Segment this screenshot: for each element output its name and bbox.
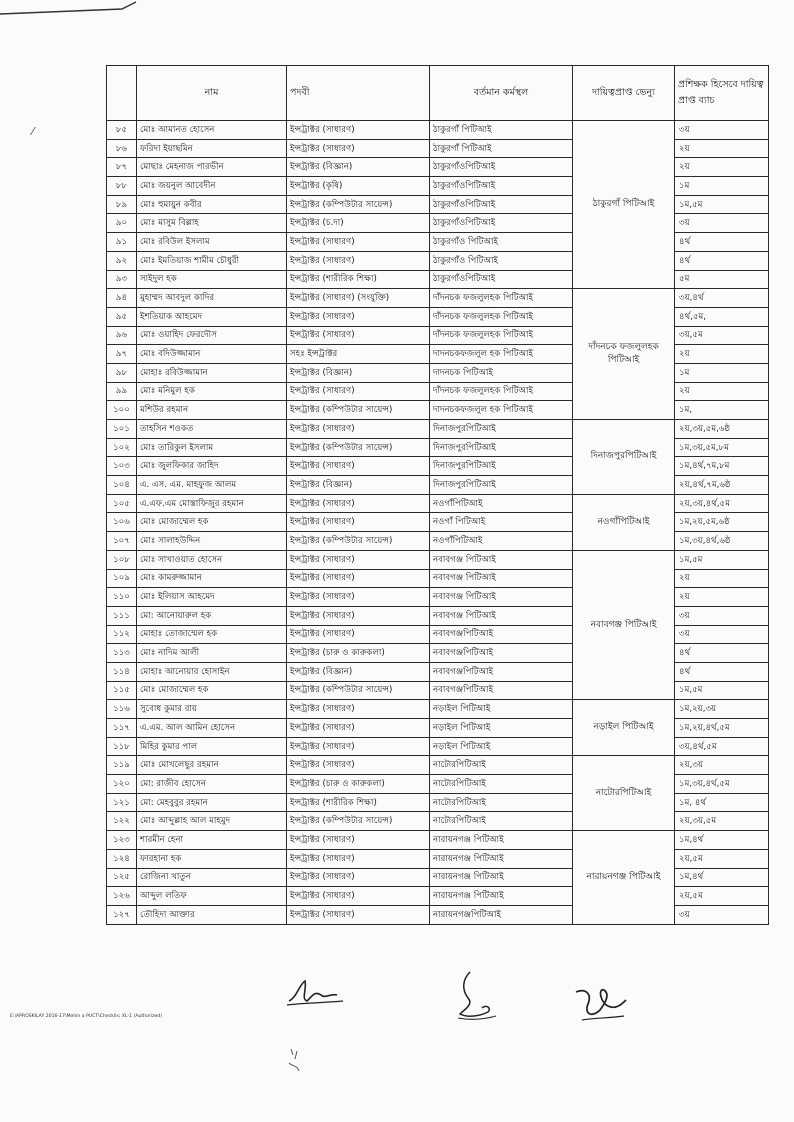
cell-serial: ১০৮ xyxy=(107,550,137,569)
cell-batch: ৩য়,৪র্থ,৫ম xyxy=(675,737,769,756)
cell-batch: ২য়,৩য়,৪র্থ,৫ম xyxy=(675,494,769,513)
cell-designation: ইন্সট্রাক্টর (শারীরিক শিক্ষা) xyxy=(287,793,430,812)
cell-name: মোঃ মোজাম্মেল হক xyxy=(137,513,287,532)
cell-name: মোহাঃ আনোয়ার হোসাইন xyxy=(137,662,287,681)
cell-batch: ১ম,৫ম xyxy=(675,550,769,569)
cell-name: মো: আনোয়ারুল হক xyxy=(137,606,287,625)
cell-designation: ইন্সট্রাক্টর (সাধারণ) xyxy=(287,700,430,719)
cell-name: শারমীন হেনা xyxy=(137,831,287,850)
cell-serial: ৯৫ xyxy=(107,307,137,326)
cell-designation: ইন্সট্রাক্টর (সাধারণ) xyxy=(287,606,430,625)
cell-workplace: নবাবগঞ্জ পিটিআই xyxy=(430,606,573,625)
table-row xyxy=(107,420,769,439)
table-header-row xyxy=(107,66,769,121)
cell-designation: ইন্সট্রাক্টর (সাধারণ) xyxy=(287,905,430,924)
cell-name: মোঃ হুমায়ুন কবীর xyxy=(137,195,287,214)
cell-workplace: নাটোরপিটিআই xyxy=(430,812,573,831)
cell-batch: ২য় xyxy=(675,382,769,401)
cell-serial: ৯২ xyxy=(107,251,137,270)
table-row xyxy=(107,121,769,140)
cell-batch: ২য় xyxy=(675,139,769,158)
cell-designation: ইন্সট্রাক্টর (বিজ্ঞান) xyxy=(287,476,430,495)
cell-name: মোঃ ইমতিয়াজ শামীম চৌধুরী xyxy=(137,251,287,270)
cell-name: মোঃ সাখাওয়াত হোসেন xyxy=(137,550,287,569)
cell-designation: ইন্সট্রাক্টর (সাধারণ) xyxy=(287,737,430,756)
cell-name: মোঃ মাসুম বিল্লাহ xyxy=(137,214,287,233)
cell-serial: ৮৬ xyxy=(107,139,137,158)
cell-name: আব্দুল লতিফ xyxy=(137,887,287,906)
cell-name: মোঃ মোজাম্মেল হক xyxy=(137,681,287,700)
cell-designation: ইন্সট্রাক্টর (সাধারণ) xyxy=(287,887,430,906)
cell-workplace: নবাবগঞ্জ পিটিআই xyxy=(430,550,573,569)
cell-workplace: নারায়নগঞ্জপিটিআই xyxy=(430,905,573,924)
cell-designation: ইন্সট্রাক্টর (সাধারণ) xyxy=(287,382,430,401)
cell-workplace: দাঁদনচক ফজলুলহক পিটিআই xyxy=(430,382,573,401)
cell-designation: ইন্সট্রাক্টর (কম্পিউটার সায়েন্স) xyxy=(287,195,430,214)
cell-designation: ইন্সট্রাক্টর (সাধারণ) (সংযুক্তি) xyxy=(287,289,430,308)
cell-batch: ১ম,৫ম xyxy=(675,195,769,214)
cell-designation: ইন্সট্রাক্টর (সাধারণ) xyxy=(287,588,430,607)
cell-workplace: নারায়নগঞ্জ পিটিআই xyxy=(430,831,573,850)
cell-serial: ১২৪ xyxy=(107,849,137,868)
cell-workplace: দিনাজপুরপিটিআই xyxy=(430,476,573,495)
cell-batch: ১ম,৪র্থ xyxy=(675,831,769,850)
cell-batch: ৪র্থ xyxy=(675,662,769,681)
cell-batch: ১ম,২য়,৩য় xyxy=(675,700,769,719)
signature-1 xyxy=(285,975,345,1011)
cell-name: মুহাম্মদ আবদুল কাদির xyxy=(137,289,287,308)
cell-batch: ১ম,৩য়,৫ম,৮ম xyxy=(675,438,769,457)
cell-batch: ২য়,৩য়,৫ম,৬ষ্ঠ xyxy=(675,420,769,439)
cell-name: মোহাঃ তোজাম্মেল হক xyxy=(137,625,287,644)
cell-serial: ৯৮ xyxy=(107,363,137,382)
table-row xyxy=(107,494,769,513)
cell-name: ফরিদা ইয়াছমিন xyxy=(137,139,287,158)
cell-batch: ৩য় xyxy=(675,606,769,625)
cell-batch: ৪র্থ xyxy=(675,644,769,663)
cell-name: মোঃ ইলিয়াস আহমেদ xyxy=(137,588,287,607)
cell-name: ফারহানা হক xyxy=(137,849,287,868)
cell-workplace: নারায়নগঞ্জ পিটিআই xyxy=(430,849,573,868)
cell-name: মোঃ ওয়াহিদ ফেরদৌস xyxy=(137,326,287,345)
cell-batch: ১ম,৫ম xyxy=(675,681,769,700)
cell-serial: ৯৭ xyxy=(107,345,137,364)
cell-designation: ইন্সট্রাক্টর (কম্পিউটার সায়েন্স) xyxy=(287,681,430,700)
cell-name: মোঃ জয়নুল আবেদীন xyxy=(137,177,287,196)
cell-designation: ইন্সট্রাক্টর (শারীরিক শিক্ষা) xyxy=(287,270,430,289)
signature-2 xyxy=(452,968,500,1024)
cell-name: মোঃ আব্দুল্লাহ আল মাহমুদ xyxy=(137,812,287,831)
cell-designation: ইন্সট্রাক্টর (কৃষি) xyxy=(287,177,430,196)
cell-workplace: নড়াইল পিটিআই xyxy=(430,700,573,719)
cell-workplace: নারায়নগঞ্জ পিটিআই xyxy=(430,868,573,887)
cell-designation: ইন্সট্রাক্টর (কম্পিউটার সায়েন্স) xyxy=(287,401,430,420)
cell-serial: ১২৩ xyxy=(107,831,137,850)
cell-workplace: নওগাঁপিটিআই xyxy=(430,494,573,513)
cell-serial: ১১৩ xyxy=(107,644,137,663)
cell-serial: ১১৪ xyxy=(107,662,137,681)
table-row xyxy=(107,550,769,569)
cell-batch: ২য়,৩য় xyxy=(675,756,769,775)
cell-designation: ইন্সট্রাক্টর (সাধারণ) xyxy=(287,849,430,868)
cell-workplace: ঠাকুরগাঁও পিটিআই xyxy=(430,233,573,252)
cell-serial: ১০৩ xyxy=(107,457,137,476)
cell-serial: ১২১ xyxy=(107,793,137,812)
cell-name: ইশতিয়াক আহমেদ xyxy=(137,307,287,326)
cell-designation: ইন্সট্রাক্টর (সাধারণ) xyxy=(287,756,430,775)
cell-serial: ৮৯ xyxy=(107,195,137,214)
cell-serial: ১০৫ xyxy=(107,494,137,513)
cell-serial: ১১৭ xyxy=(107,719,137,738)
cell-workplace: নাটোরপিটিআই xyxy=(430,793,573,812)
cell-serial: ৮৮ xyxy=(107,177,137,196)
cell-batch: ২য়,৪র্থ,৭ম,৬ষ্ঠ xyxy=(675,476,769,495)
cell-serial: ১০১ xyxy=(107,420,137,439)
cell-designation: ইন্সট্রাক্টর (সাধারণ) xyxy=(287,550,430,569)
header-name: নাম xyxy=(137,66,287,121)
table-row xyxy=(107,756,769,775)
cell-batch: ২য় xyxy=(675,588,769,607)
cell-batch: ৪র্থ xyxy=(675,251,769,270)
cell-batch: ৫ম xyxy=(675,270,769,289)
cell-name: মোঃ বদিউজ্জামান xyxy=(137,345,287,364)
cell-batch: ৩য় xyxy=(675,625,769,644)
cell-batch: ১ম,৩য়,৪র্থ,৫ম xyxy=(675,775,769,794)
cell-workplace: ঠাকুরগাঁ পিটিআই xyxy=(430,139,573,158)
margin-mark: ⁄ xyxy=(32,125,34,138)
cell-workplace: নড়াইল পিটিআই xyxy=(430,737,573,756)
cell-batch: ১ম,২য়,৫ম,৬ষ্ঠ xyxy=(675,513,769,532)
cell-name: মো: মেহবুবুর রহমান xyxy=(137,793,287,812)
cell-batch: ১ম, ৪র্থ xyxy=(675,793,769,812)
trainer-table xyxy=(106,65,769,925)
cell-workplace: দাদনচক পিটিআই xyxy=(430,363,573,382)
cell-workplace: ঠাকুরগাঁওপিটিআই xyxy=(430,177,573,196)
file-path-note: E:\APROSKILAY 2016-17\Mehin a PUCT\Checklis; XL-1 (Authorized) xyxy=(10,1014,163,1019)
header-designation: পদবী xyxy=(287,66,430,121)
cell-batch: ২য়,৩য়,৫ম xyxy=(675,812,769,831)
cell-name: মোঃ জুলফিকার জাহিদ xyxy=(137,457,287,476)
cell-name: সুবোধ কুমার রায় xyxy=(137,700,287,719)
cell-designation: ইন্সট্রাক্টর (সাধারণ) xyxy=(287,625,430,644)
cell-serial: ১০৬ xyxy=(107,513,137,532)
cell-workplace: দিনাজপুরপিটিআই xyxy=(430,457,573,476)
cell-designation: ইন্সট্রাক্টর (বিজ্ঞান) xyxy=(287,662,430,681)
cell-workplace: নারায়নগঞ্জ পিটিআই xyxy=(430,887,573,906)
cell-batch: ৩য় xyxy=(675,121,769,140)
cell-serial: ১২০ xyxy=(107,775,137,794)
cell-batch: ৩য়,৪র্থ xyxy=(675,289,769,308)
cell-designation: ইন্সট্রাক্টর (সাধারণ) xyxy=(287,868,430,887)
cell-venue: দাঁদনচক ফজলুলহক পিটিআই xyxy=(573,289,675,420)
cell-designation: ইন্সট্রাক্টর (সাধারণ) xyxy=(287,831,430,850)
cell-batch: ৪র্থ,৫ম, xyxy=(675,307,769,326)
cell-name: রোজিনা খাতুন xyxy=(137,868,287,887)
cell-workplace: দাঁদনচক ফজলুলহক পিটিআই xyxy=(430,289,573,308)
cell-name: মো: রাজীব হোসেন xyxy=(137,775,287,794)
cell-designation: ইন্সট্রাক্টর (সাধারণ) xyxy=(287,457,430,476)
cell-venue: নারায়নগঞ্জ পিটিআই xyxy=(573,831,675,924)
cell-serial: ১১১ xyxy=(107,606,137,625)
cell-workplace: নবাবগঞ্জ পিটিআই xyxy=(430,588,573,607)
corner-scan-mark xyxy=(0,0,150,30)
header-serial xyxy=(107,66,137,121)
cell-name: মোঃ সালাহউদ্দিন xyxy=(137,532,287,551)
cell-venue: দিনাজপুরপিটিআই xyxy=(573,420,675,495)
cell-workplace: নড়াইল পিটিআই xyxy=(430,719,573,738)
cell-designation: ইন্সট্রাক্টর (সাধারণ) xyxy=(287,513,430,532)
cell-designation: ইন্সট্রাক্টর (কম্পিউটার সায়েন্স) xyxy=(287,438,430,457)
cell-serial: ৯৪ xyxy=(107,289,137,308)
cell-workplace: নবাবগঞ্জ পিটিআই xyxy=(430,569,573,588)
cell-name: মোঃ রবিউল ইসলাম xyxy=(137,233,287,252)
cell-designation: ইন্সট্রাক্টর (বিজ্ঞান) xyxy=(287,363,430,382)
cell-serial: ৯৩ xyxy=(107,270,137,289)
cell-name: মোহাঃ রবিউজ্জামান xyxy=(137,363,287,382)
cell-serial: ১১৮ xyxy=(107,737,137,756)
cell-serial: ৯১ xyxy=(107,233,137,252)
cell-batch: ২য়,৫ম xyxy=(675,887,769,906)
cell-designation: ইন্সট্রাক্টর (বিজ্ঞান) xyxy=(287,158,430,177)
cell-name: তৌহিদা আক্তার xyxy=(137,905,287,924)
cell-batch: ১ম,৩য়,৪র্থ,৬ষ্ঠ xyxy=(675,532,769,551)
cell-name: মশিউর রহমান xyxy=(137,401,287,420)
cell-venue: নবাবগঞ্জ পিটিআই xyxy=(573,550,675,700)
table-body xyxy=(107,121,769,925)
cell-designation: ইন্সট্রাক্টর (সাধারণ) xyxy=(287,307,430,326)
cell-designation: ইন্সট্রাক্টর (সাধারণ) xyxy=(287,139,430,158)
cell-batch: ১ম xyxy=(675,177,769,196)
cell-serial: ১১৬ xyxy=(107,700,137,719)
cell-workplace: নাটোরপিটিআই xyxy=(430,756,573,775)
cell-designation: ইন্সট্রাক্টর (চারু ও কারুকলা) xyxy=(287,644,430,663)
cell-venue: নাটোরপিটিআই xyxy=(573,756,675,831)
cell-name: সাইদুল হক xyxy=(137,270,287,289)
table-row xyxy=(107,700,769,719)
cell-serial: ৯৬ xyxy=(107,326,137,345)
cell-serial: ১১০ xyxy=(107,588,137,607)
cell-workplace: দিনাজপুরপিটিআই xyxy=(430,438,573,457)
cell-workplace: নওগাঁ পিটিআই xyxy=(430,513,573,532)
cell-designation: ইন্সট্রাক্টর (সাধারণ) xyxy=(287,719,430,738)
cell-serial: ৯৯ xyxy=(107,382,137,401)
cell-venue: ঠাকুরগাঁ পিটিআই xyxy=(573,121,675,289)
cell-serial: ১২৬ xyxy=(107,887,137,906)
cell-batch: ৩য়,৫ম xyxy=(675,326,769,345)
cell-workplace: নওগাঁপিটিআই xyxy=(430,532,573,551)
header-workplace: বর্তমান কর্মস্থল xyxy=(430,66,573,121)
cell-name: তাহসিন শওকত xyxy=(137,420,287,439)
cell-name: এ.এফ.এম মোস্তাফিজুর রহমান xyxy=(137,494,287,513)
cell-workplace: ঠাকুরগাঁওপিটিআই xyxy=(430,214,573,233)
cell-serial: ৯০ xyxy=(107,214,137,233)
cell-serial: ১২২ xyxy=(107,812,137,831)
cell-batch: ১ম,২য়,৪র্থ,৫ম xyxy=(675,719,769,738)
cell-serial: ১০০ xyxy=(107,401,137,420)
cell-name: এ. এস. এম. মাহফুজ আলম xyxy=(137,476,287,495)
cell-designation: ইন্সট্রাক্টর (কম্পিউটার সায়েন্স) xyxy=(287,812,430,831)
cell-batch: ২য় xyxy=(675,569,769,588)
cell-designation: ইন্সট্রাক্টর (সাধারণ) xyxy=(287,233,430,252)
cell-venue: নওগাঁপিটিআই xyxy=(573,494,675,550)
cell-serial: ৮৫ xyxy=(107,121,137,140)
header-batch: প্রশিক্ষক হিসেবে দায়িত্ব প্রাপ্ত ব্যাচ xyxy=(675,66,769,121)
cell-workplace: দাদনচকফজলুল হক পিটিআই xyxy=(430,345,573,364)
cell-batch: ১ম, xyxy=(675,401,769,420)
cell-workplace: ঠাকুরগাঁ পিটিআই xyxy=(430,121,573,140)
table-row xyxy=(107,831,769,850)
cell-batch: ২য় xyxy=(675,158,769,177)
cell-designation: সহঃ ইন্সট্রাক্টর xyxy=(287,345,430,364)
cell-name: মোঃ কামরুজ্জামান xyxy=(137,569,287,588)
cell-workplace: নবাবগঞ্জপিটিআই xyxy=(430,625,573,644)
cell-workplace: নবাবগঞ্জপিটিআই xyxy=(430,644,573,663)
cell-workplace: নবাবগঞ্জপিটিআই xyxy=(430,662,573,681)
cell-designation: ইন্সট্রাক্টর (সাধারণ) xyxy=(287,420,430,439)
cell-name: মোঃ তারিকুল ইসলাম xyxy=(137,438,287,457)
cell-designation: ইন্সট্রাক্টর (সাধারণ) xyxy=(287,121,430,140)
cell-name: এ.এম. আল আমিন হোসেন xyxy=(137,719,287,738)
cell-workplace: ঠাকুরগাঁওপিটিআই xyxy=(430,195,573,214)
cell-designation: ইন্সট্রাক্টর (কম্পিউটার সায়েন্স) xyxy=(287,532,430,551)
cell-serial: ১০৯ xyxy=(107,569,137,588)
cell-name: মিহির কুমার পাল xyxy=(137,737,287,756)
cell-designation: ইন্সট্রাক্টর (চারু ও কারুকলা) xyxy=(287,775,430,794)
cell-workplace: দিনাজপুরপিটিআই xyxy=(430,420,573,439)
cell-batch: ২য়,৫ম xyxy=(675,849,769,868)
cell-name: মোঃ আমানত হোসেন xyxy=(137,121,287,140)
cell-workplace: দাঁদনচক ফজলুলহক পিটিআই xyxy=(430,326,573,345)
small-mark xyxy=(283,1043,305,1075)
cell-batch: ১ম,৪র্থ xyxy=(675,868,769,887)
cell-workplace: ঠাকুরগাঁওপিটিআই xyxy=(430,270,573,289)
cell-workplace: ঠাকুরগাঁওপিটিআই xyxy=(430,158,573,177)
cell-name: মোছাঃ মেহনাজ পারভীন xyxy=(137,158,287,177)
cell-designation: ইন্সট্রাক্টর (সাধারণ) xyxy=(287,569,430,588)
cell-venue: নড়াইল পিটিআই xyxy=(573,700,675,756)
cell-workplace: দাদনচকফজলুল হক পিটিআই xyxy=(430,401,573,420)
table-row xyxy=(107,289,769,308)
cell-serial: ১১৯ xyxy=(107,756,137,775)
header-venue: দায়িত্বপ্রাপ্ত ভেন্যু xyxy=(573,66,675,121)
cell-batch: ১ম xyxy=(675,363,769,382)
cell-serial: ১১৫ xyxy=(107,681,137,700)
cell-serial: ১০৭ xyxy=(107,532,137,551)
cell-workplace: নবাবগঞ্জপিটিআই xyxy=(430,681,573,700)
cell-serial: ১২৭ xyxy=(107,905,137,924)
cell-serial: ১২৫ xyxy=(107,868,137,887)
cell-designation: ইন্সট্রাক্টর (সাধারণ) xyxy=(287,494,430,513)
cell-designation: ইন্সট্রাক্টর (চ.দা) xyxy=(287,214,430,233)
signature-3 xyxy=(570,980,630,1030)
cell-serial: ১১২ xyxy=(107,625,137,644)
cell-serial: ১০৪ xyxy=(107,476,137,495)
cell-batch: ৩য় xyxy=(675,905,769,924)
cell-serial: ১০২ xyxy=(107,438,137,457)
cell-batch: ৩য় xyxy=(675,214,769,233)
cell-name: মোঃ মনিমুল হক xyxy=(137,382,287,401)
cell-workplace: ঠাকুরগাঁও পিটিআই xyxy=(430,251,573,270)
cell-batch: ২য় xyxy=(675,345,769,364)
cell-serial: ৮৭ xyxy=(107,158,137,177)
cell-designation: ইন্সট্রাক্টর (সাধারণ) xyxy=(287,326,430,345)
cell-designation: ইন্সট্রাক্টর (সাধারণ) xyxy=(287,251,430,270)
cell-workplace: দাঁদনচক ফজলুলহক পিটিআই xyxy=(430,307,573,326)
cell-batch: ১ম,৪র্থ,৭ম,৮ম xyxy=(675,457,769,476)
cell-name: মোঃ মোখলেছুর রহমান xyxy=(137,756,287,775)
cell-workplace: নাটোরপিটিআই xyxy=(430,775,573,794)
cell-name: মোঃ নাদিম আলী xyxy=(137,644,287,663)
cell-batch: ৪র্থ xyxy=(675,233,769,252)
